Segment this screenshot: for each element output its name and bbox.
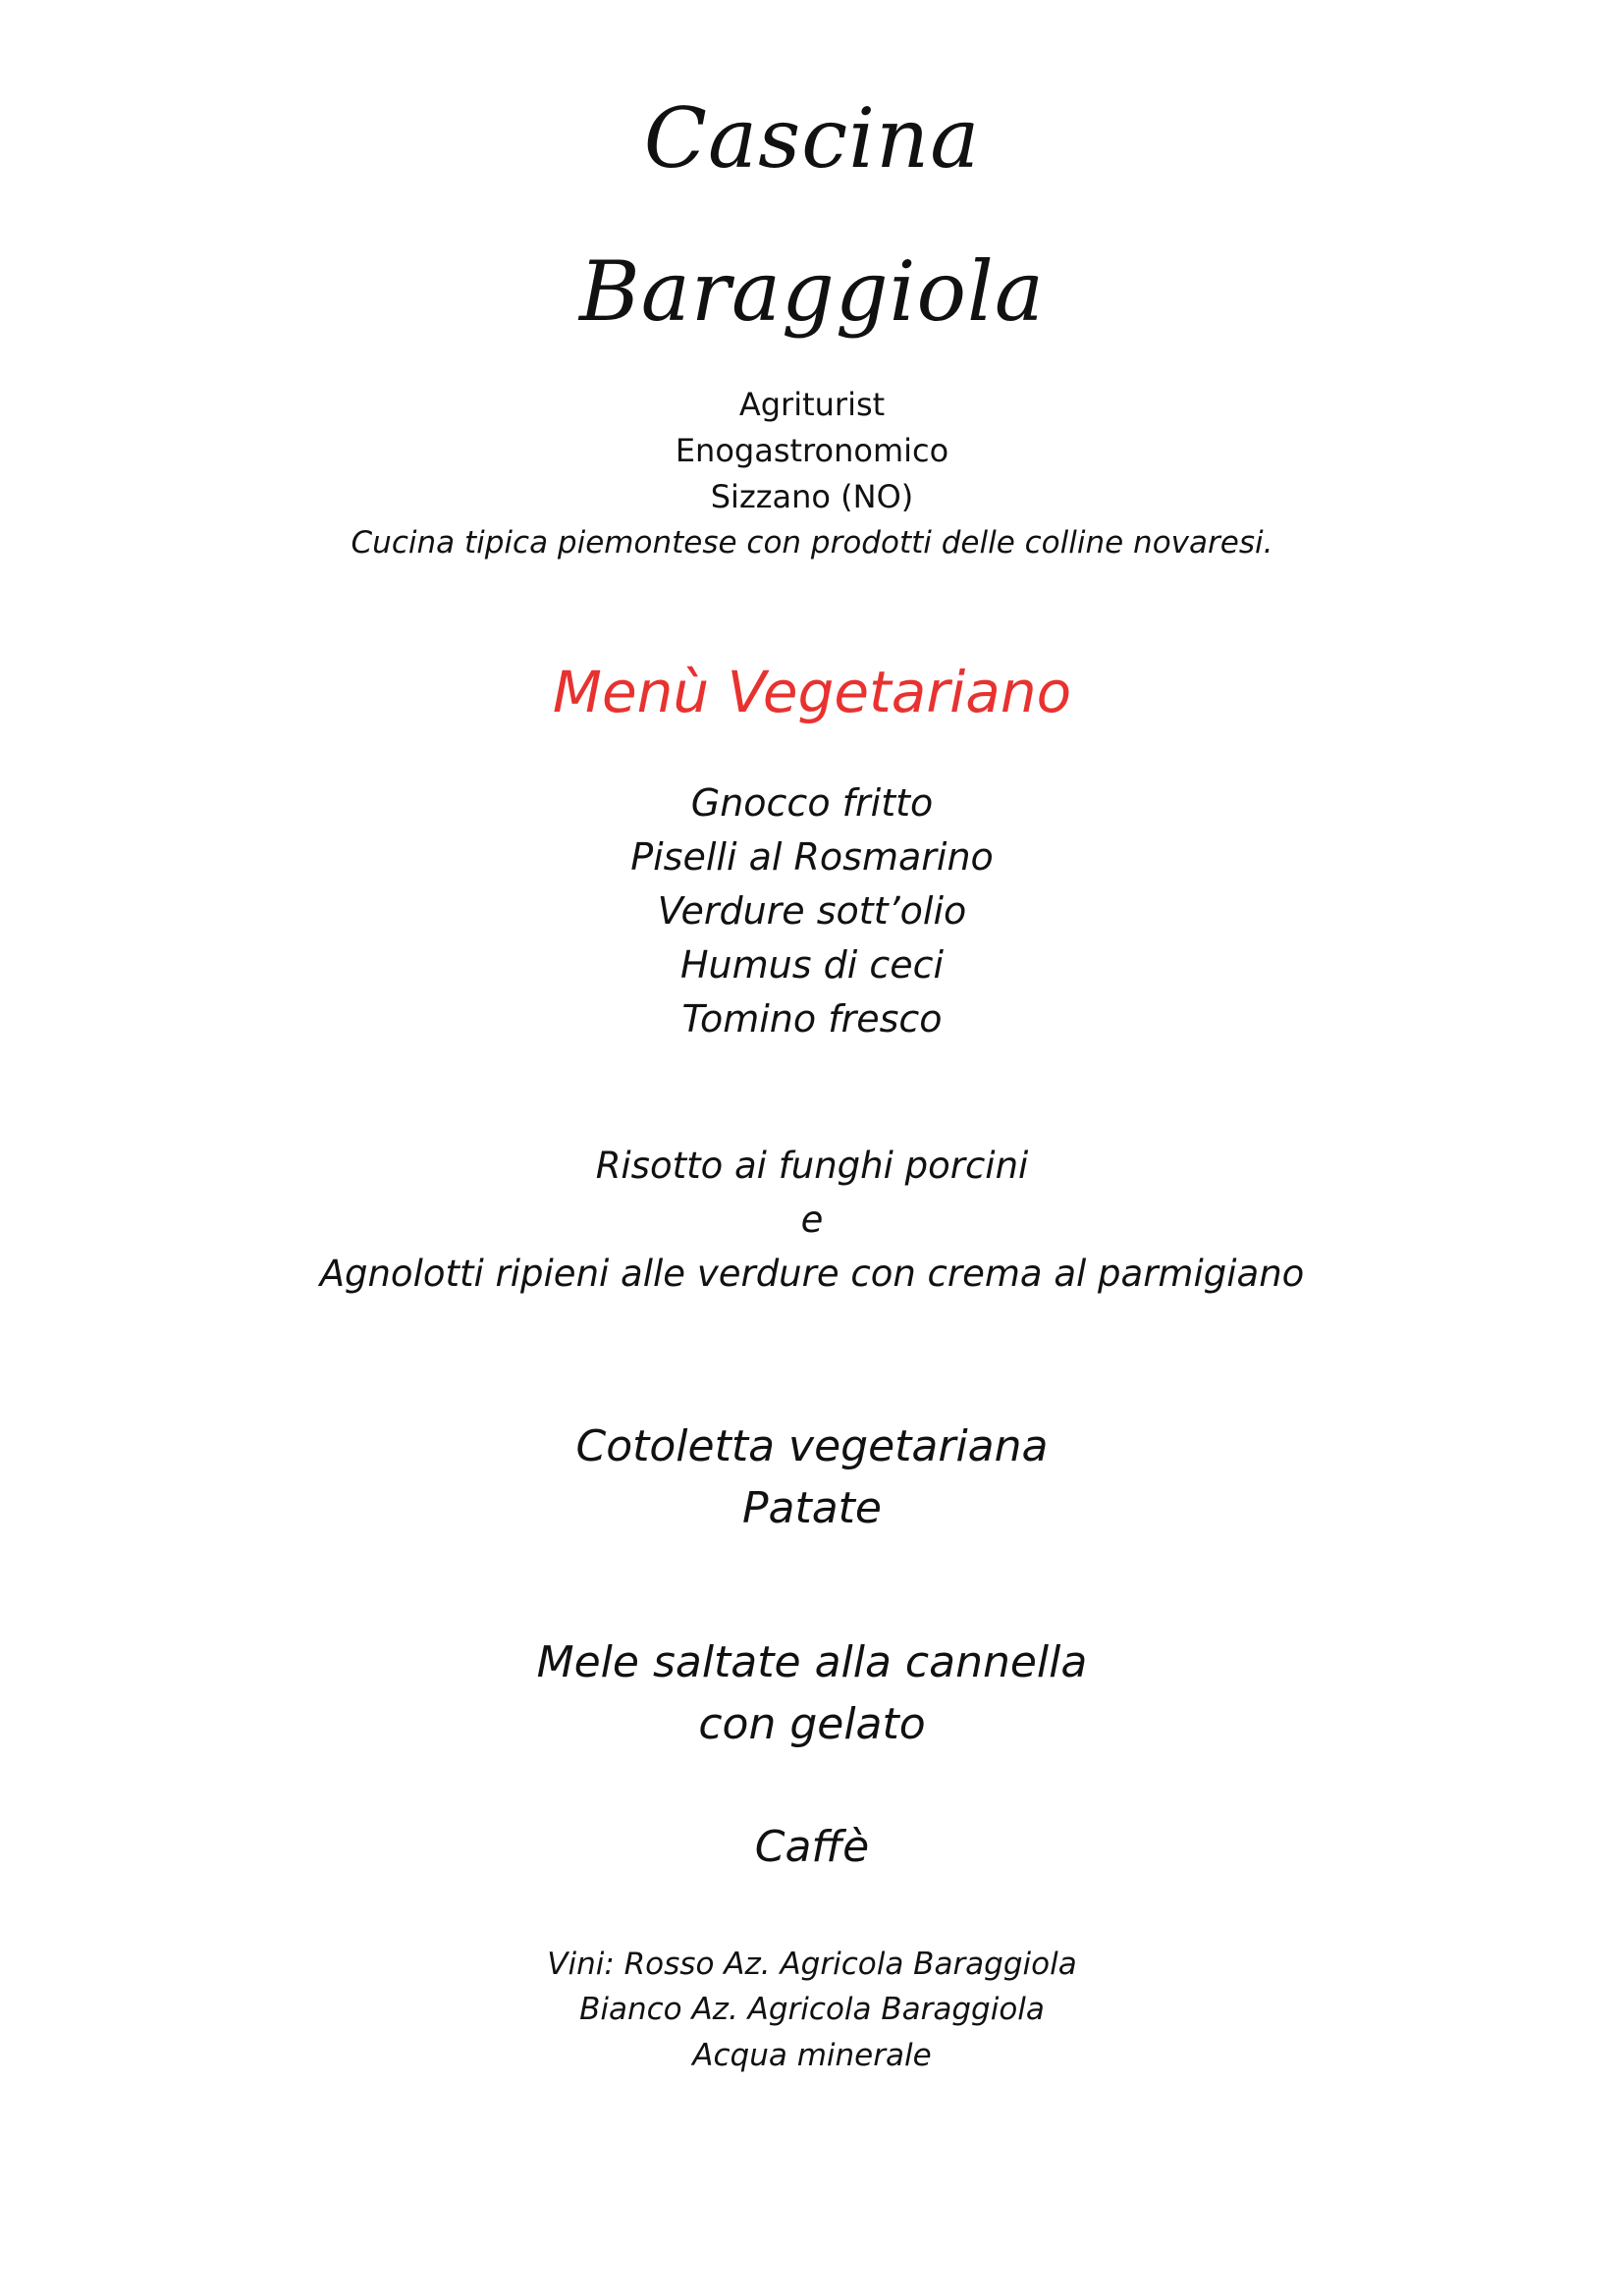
primo-joiner: e [800,1199,824,1241]
primo-dish-2: Agnolotti ripieni alle verdure con crema al parmigiano [319,1253,1305,1295]
menu-title: Menù Vegetariano [552,659,1072,725]
antipasto-item: Humus di ceci [679,943,945,987]
secondo-dish: Cotoletta vegetariana [575,1421,1049,1471]
drinks-line2: Bianco Az. Agricola Baraggiola [579,1992,1045,2027]
coffee: Caffè [754,1822,870,1872]
drinks-line3: Acqua minerale [692,2038,932,2073]
restaurant-tagline: Cucina tipica piemontese con prodotti delle colline novaresi. [351,525,1273,561]
secondo-side: Patate [741,1483,883,1533]
restaurant-type-line2: Enogastronomico [675,432,949,469]
antipasto-item: Gnocco fritto [690,781,934,825]
antipasto-item: Verdure sott’olio [657,889,967,933]
dessert-line2: con gelato [698,1699,926,1749]
restaurant-location: Sizzano (NO) [710,478,914,515]
dessert-line1: Mele saltate alla cannella [536,1637,1088,1687]
restaurant-name-line2: Baraggiola [579,243,1045,340]
primo-dish-1: Risotto ai funghi porcini [595,1145,1029,1187]
antipasto-item: Piselli al Rosmarino [630,835,994,879]
restaurant-name-line1: Cascina [643,90,981,187]
antipasto-item: Tomino fresco [681,997,943,1041]
restaurant-type-line1: Agriturist [738,386,886,423]
drinks-line1: Vini: Rosso Az. Agricola Baraggiola [547,1947,1077,1982]
